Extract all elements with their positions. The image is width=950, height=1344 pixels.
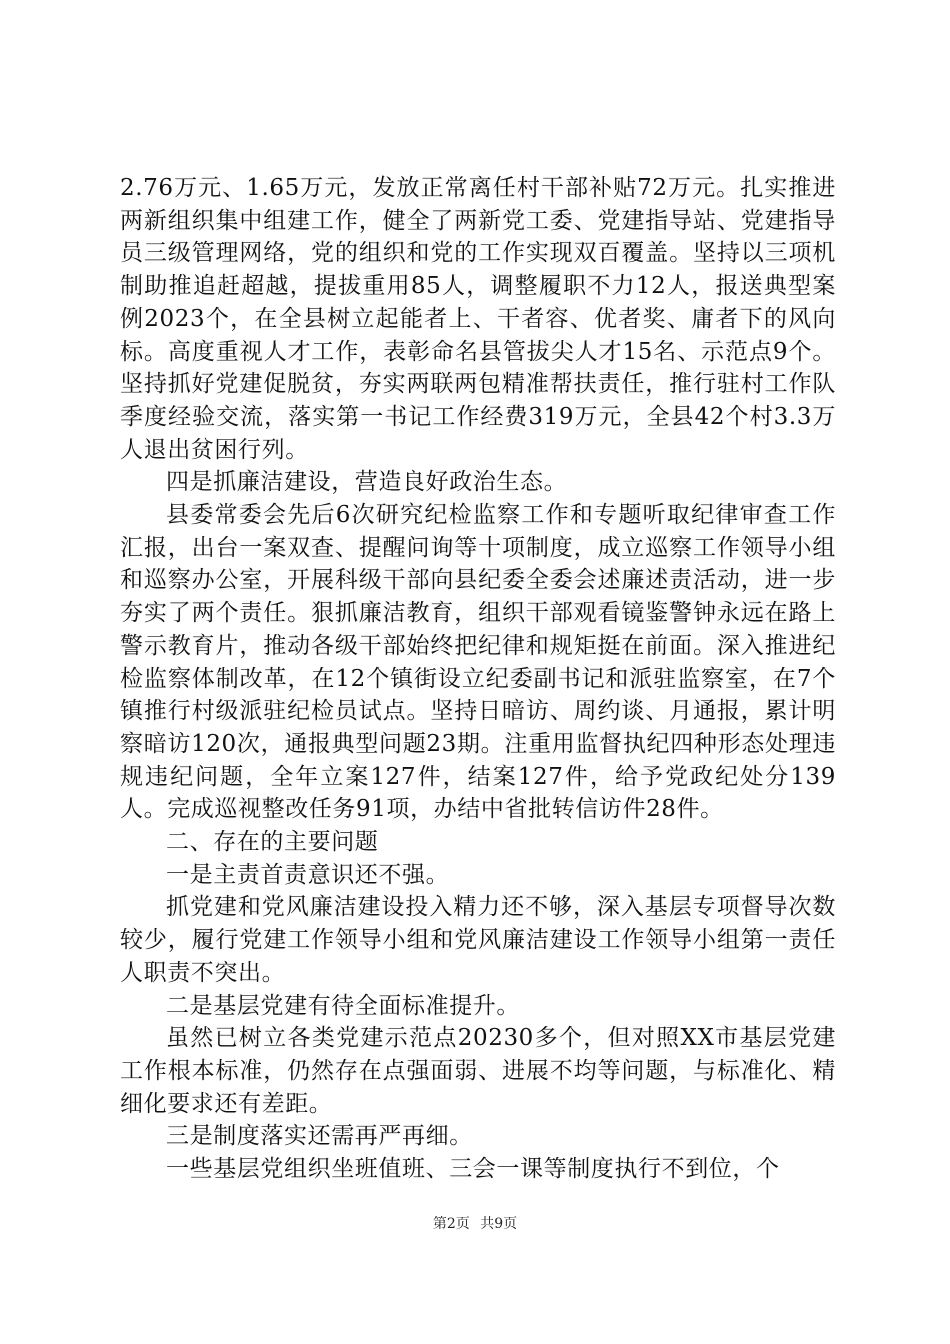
page-footer: [0, 1213, 950, 1233]
section-heading-integrity: 四是抓廉洁建设，营造良好政治生态。: [166, 469, 568, 496]
paragraph-system-body: 一些基层党组织坐班值班、三会一课等制度执行不到位，个: [166, 1156, 780, 1183]
paragraph-1: 2.76万元、1.65万元，发放正常离任村干部补贴72万元。扎实推进两新组织集中组建工作，健全了两新党工委、党建指导站、党建指导员三级管理网络，党的组织和党的工作实现双百覆盖。坚持以三项机制助推追赶超越，提拔重用85人，调整履职不力12人，报送典型案例2023个，在全县树立起能者上、干者容、优者奖、庸者下的风向标。高度重视人才工作，表彰命名县管拔尖人才15名、示范点9个。坚持抓好党建促脱贫，夯实两联两包精准帮扶责任，推行驻村工作队季度经验交流，落实第一书记工作经费319万元，全县42个村3.3万人退出贫困行列。: [120, 175, 836, 463]
section-heading-problems: 二、存在的主要问题: [166, 829, 379, 856]
subheading-responsibility: 一是主责首责意识还不强。: [166, 861, 450, 888]
paragraph-grassroots-body: 虽然已树立各类党建示范点20230多个，但对照XX市基层党建工作根本标准，仍然存在点强面弱、进展不均等问题，与标准化、精细化要求还有差距。: [120, 1025, 836, 1117]
page-total: 共9页: [480, 1216, 518, 1232]
subheading-system: 三是制度落实还需再严再细。: [166, 1123, 473, 1150]
page-number: 第2页: [432, 1216, 470, 1232]
paragraph-responsibility-body: 抓党建和党风廉洁建设投入精力还不够，深入基层专项督导次数较少，履行党建工作领导小组和党风廉洁建设工作领导小组第一责任人职责不突出。: [120, 894, 836, 986]
paragraph-integrity-body: 县委常委会先后6次研究纪检监察工作和专题听取纪律审查工作汇报，出台一案双查、提醒问询等十项制度，成立巡察工作领导小组和巡察办公室，开展科级干部向县纪委全委会述廉述责活动，进一步夯实了两个责任。狠抓廉洁教育，组织干部观看镜鉴警钟永远在路上警示教育片，推动各级干部始终把纪律和规矩挺在前面。深入推进纪检监察体制改革，在12个镇街设立纪委副书记和派驻监察室，在7个镇推行村级派驻纪检员试点。坚持日暗访、周约谈、月通报，累计明察暗访120次，通报典型问题23期。注重用监督执纪四种形态处理违规违纪问题，全年立案127件，结案127件，给予党政纪处分139人。完成巡视整改任务91项，办结中省批转信访件28件。: [120, 502, 836, 823]
subheading-grassroots: 二是基层党建有待全面标准提升。: [166, 992, 520, 1019]
document-body: [120, 172, 836, 1186]
